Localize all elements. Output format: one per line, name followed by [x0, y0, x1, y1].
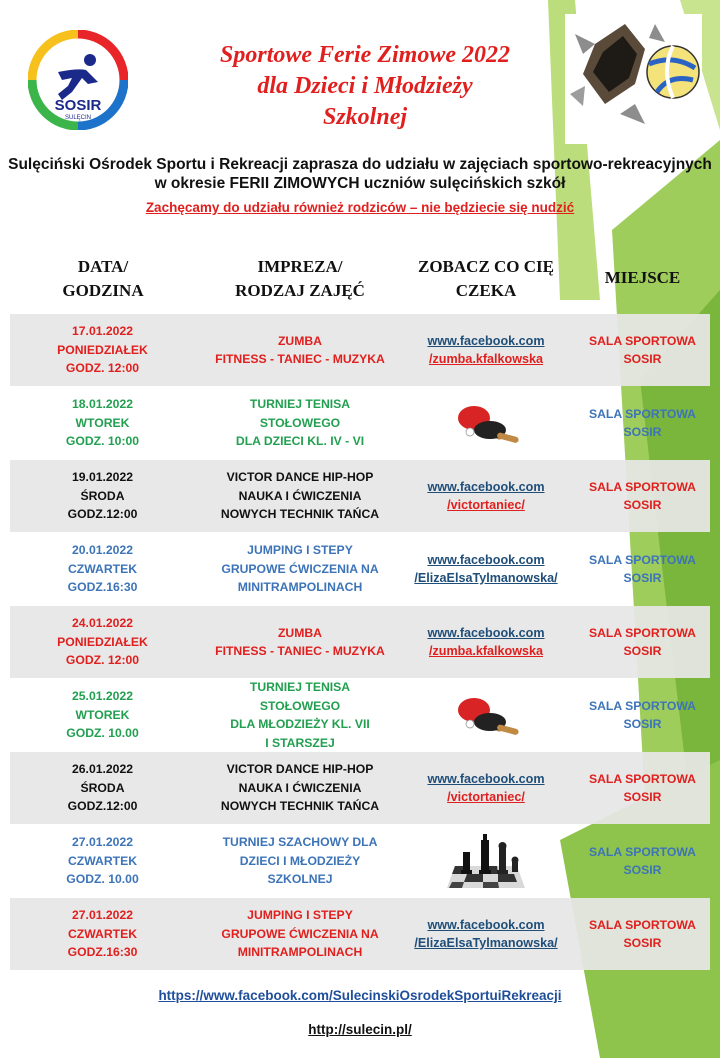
- event-line: NAUKA I ĆWICZENIA: [238, 780, 362, 795]
- intro-note: [8, 200, 712, 215]
- facebook-link-path[interactable]: /ElizaElsaTylmanowska/: [414, 936, 558, 950]
- event-line: DLA MŁODZIEŻY KL. VII: [230, 717, 370, 731]
- weekday: WTOREK: [75, 415, 130, 430]
- header-event-line-1: IMPREZA/: [257, 257, 343, 276]
- footer-site-link[interactable]: http://sulecin.pl/: [308, 1022, 412, 1037]
- sosir-logo: [28, 30, 128, 130]
- event-line: NOWYCH TECHNIK TAŃCA: [220, 799, 380, 814]
- facebook-link[interactable]: www.facebook.com: [427, 552, 545, 567]
- table-row: [10, 387, 710, 459]
- row-date: [20, 533, 185, 605]
- event-line: ZUMBA: [277, 333, 322, 348]
- header-date-line-2: GODZINA: [62, 281, 144, 300]
- row-event: [195, 898, 405, 970]
- table-row: [10, 533, 710, 605]
- place-line: SOSIR: [623, 717, 662, 731]
- event-line: TURNIEJ TENISA: [249, 397, 351, 412]
- weekday: PONIEDZIAŁEK: [57, 634, 148, 649]
- time: GODZ.12:00: [67, 799, 138, 814]
- table-row: [10, 898, 710, 970]
- row-place: [575, 898, 710, 970]
- event-line: NAUKA I ĆWICZENIA: [238, 488, 362, 503]
- row-link[interactable]: [405, 314, 567, 386]
- date: 24.01.2022: [72, 616, 133, 631]
- date: 26.01.2022: [72, 762, 133, 777]
- event-line: JUMPING I STEPY: [247, 543, 353, 558]
- row-place: [575, 679, 710, 751]
- header-see-line-1: ZOBACZ CO CIĘ: [417, 257, 555, 276]
- header-event: [195, 255, 405, 303]
- row-date: [20, 460, 185, 532]
- place-line: SALA SPORTOWA: [589, 917, 696, 932]
- event-line: DZIECI I MŁODZIEŻY: [239, 853, 361, 868]
- place-line: SOSIR: [623, 790, 662, 804]
- date: 27.01.2022: [72, 908, 133, 923]
- weekday: CZWARTEK: [67, 926, 138, 941]
- footer-facebook-link[interactable]: https://www.facebook.com/SulecinskiOsrodekSportuiRekreacji: [158, 988, 562, 1003]
- facebook-link-path[interactable]: /zumba.kfalkowska: [428, 352, 544, 366]
- facebook-link[interactable]: www.facebook.com: [427, 917, 545, 932]
- event-line: GRUPOWE ĆWICZENIA NA: [221, 926, 379, 941]
- table-row: [10, 606, 710, 678]
- table-row: [10, 825, 710, 897]
- row-event: [195, 314, 405, 386]
- header-place: [575, 266, 710, 290]
- row-date: [20, 314, 185, 386]
- row-link[interactable]: [405, 460, 567, 532]
- table-row: [10, 314, 710, 386]
- weekday: PONIEDZIAŁEK: [57, 342, 148, 357]
- place-line: SOSIR: [623, 571, 662, 585]
- row-date: [20, 898, 185, 970]
- row-date: [20, 825, 185, 897]
- facebook-link[interactable]: www.facebook.com: [427, 479, 545, 494]
- row-link[interactable]: [405, 752, 567, 824]
- weekday: WTOREK: [75, 707, 130, 722]
- intro-part-2: uczniów sulęcińskich szkół: [359, 175, 566, 192]
- header-place-line: MIEJSCE: [604, 268, 681, 287]
- place-line: SALA SPORTOWA: [589, 771, 696, 786]
- volleyball-burst-image: [565, 14, 702, 144]
- table-row: [10, 679, 710, 751]
- facebook-link-path[interactable]: /victortaniec/: [447, 498, 525, 512]
- time: GODZ.12:00: [67, 507, 138, 522]
- row-place: [575, 387, 710, 459]
- logo-text: SOSIR: [54, 97, 102, 114]
- date: 25.01.2022: [72, 689, 133, 704]
- chess-pieces-icon: [405, 825, 567, 897]
- header-date: [28, 255, 178, 303]
- title-line-2: dla Dzieci i Młodzieży: [257, 73, 473, 99]
- row-place: [575, 314, 710, 386]
- facebook-link-path[interactable]: /ElizaElsaTylmanowska/: [414, 571, 558, 585]
- facebook-link-path[interactable]: /zumba.kfalkowska: [428, 644, 544, 658]
- date: 17.01.2022: [72, 324, 133, 339]
- row-link[interactable]: [405, 606, 567, 678]
- facebook-link-path[interactable]: /victortaniec/: [447, 790, 525, 804]
- event-line: STOŁOWEGO: [259, 698, 341, 713]
- place-line: SOSIR: [623, 352, 662, 366]
- place-line: SALA SPORTOWA: [589, 406, 696, 421]
- event-line: STOŁOWEGO: [259, 415, 341, 430]
- weekday: CZWARTEK: [67, 561, 138, 576]
- time: GODZ. 10:00: [65, 434, 140, 449]
- time: GODZ.16:30: [67, 580, 138, 595]
- intro-part-1: Sulęciński Ośrodek Sportu i Rekreacji zaprasza do udziału w zajęciach sportowo-rekreacyjnych w okresie: [8, 156, 712, 192]
- row-date: [20, 679, 185, 751]
- place-line: SOSIR: [623, 863, 662, 877]
- event-line: VICTOR DANCE HIP-HOP: [226, 470, 374, 485]
- row-event: [195, 679, 405, 751]
- time: GODZ.16:30: [67, 945, 138, 960]
- table-row: [10, 752, 710, 824]
- logo-subtext: SULĘCIN: [64, 115, 92, 121]
- event-line: DLA DZIECI KL. IV - VI: [235, 434, 365, 449]
- intro-note-text: Zachęcamy do udziału również rodziców – nie będziecie się nudzić: [145, 200, 575, 215]
- facebook-link[interactable]: www.facebook.com: [427, 771, 545, 786]
- row-place: [575, 460, 710, 532]
- facebook-link[interactable]: www.facebook.com: [427, 625, 545, 640]
- event-line: ZUMBA: [277, 625, 322, 640]
- event-line: TURNIEJ TENISA: [249, 680, 351, 694]
- date: 19.01.2022: [72, 470, 133, 485]
- weekday: CZWARTEK: [67, 853, 138, 868]
- place-line: SOSIR: [623, 425, 662, 439]
- title-line-3: Szkolnej: [322, 104, 408, 130]
- event-line: I STARSZEJ: [265, 735, 335, 750]
- place-line: SALA SPORTOWA: [589, 844, 696, 859]
- row-link[interactable]: [405, 533, 567, 605]
- row-place: [575, 606, 710, 678]
- place-line: SOSIR: [623, 498, 662, 512]
- row-place: [575, 825, 710, 897]
- row-event: [195, 533, 405, 605]
- row-event: [195, 825, 405, 897]
- event-line: GRUPOWE ĆWICZENIA NA: [221, 561, 379, 576]
- weekday: ŚRODA: [80, 780, 125, 795]
- row-link[interactable]: [405, 898, 567, 970]
- title-line-1: Sportowe Ferie Zimowe 2022: [220, 42, 510, 68]
- place-line: SALA SPORTOWA: [589, 552, 696, 567]
- event-line: JUMPING I STEPY: [247, 908, 353, 923]
- place-line: SALA SPORTOWA: [589, 479, 696, 494]
- weekday: ŚRODA: [80, 488, 125, 503]
- event-line: MINITRAMPOLINACH: [237, 945, 363, 960]
- event-line: SZKOLNEJ: [267, 872, 333, 887]
- header-event-line-2: RODZAJ ZAJĘĆ: [235, 281, 365, 300]
- event-line: TURNIEJ SZACHOWY DLA: [222, 835, 378, 850]
- event-line: VICTOR DANCE HIP-HOP: [226, 762, 374, 777]
- event-line: FITNESS - TANIEC - MUZYKA: [215, 644, 385, 658]
- row-place: [575, 752, 710, 824]
- row-date: [20, 387, 185, 459]
- poster-title: [150, 40, 580, 133]
- place-line: SALA SPORTOWA: [589, 625, 696, 640]
- event-line: MINITRAMPOLINACH: [237, 580, 363, 595]
- date: 18.01.2022: [72, 397, 133, 412]
- facebook-link[interactable]: www.facebook.com: [427, 333, 545, 348]
- row-event: [195, 752, 405, 824]
- ping-pong-paddle-icon: [405, 387, 567, 459]
- place-line: SALA SPORTOWA: [589, 333, 696, 348]
- ping-pong-paddle-icon: [405, 679, 567, 751]
- time: GODZ. 12:00: [65, 653, 140, 668]
- intro-highlight: FERII ZIMOWYCH: [229, 175, 360, 192]
- time: GODZ. 10.00: [66, 726, 139, 741]
- row-event: [195, 606, 405, 678]
- table-row: [10, 460, 710, 532]
- row-place: [575, 533, 710, 605]
- intro-text: [8, 155, 712, 193]
- row-event: [195, 460, 405, 532]
- place-line: SOSIR: [623, 644, 662, 658]
- header-see-line-2: CZEKA: [455, 281, 517, 300]
- header-date-line-1: DATA/: [77, 257, 129, 276]
- event-line: NOWYCH TECHNIK TAŃCA: [220, 507, 380, 522]
- place-line: SALA SPORTOWA: [589, 698, 696, 713]
- row-date: [20, 752, 185, 824]
- header-see: [405, 255, 567, 303]
- date: 27.01.2022: [72, 835, 133, 850]
- date: 20.01.2022: [72, 543, 133, 558]
- time: GODZ. 12:00: [65, 361, 140, 376]
- place-line: SOSIR: [623, 936, 662, 950]
- row-event: [195, 387, 405, 459]
- row-date: [20, 606, 185, 678]
- event-line: FITNESS - TANIEC - MUZYKA: [215, 352, 385, 366]
- time: GODZ. 10.00: [66, 872, 139, 887]
